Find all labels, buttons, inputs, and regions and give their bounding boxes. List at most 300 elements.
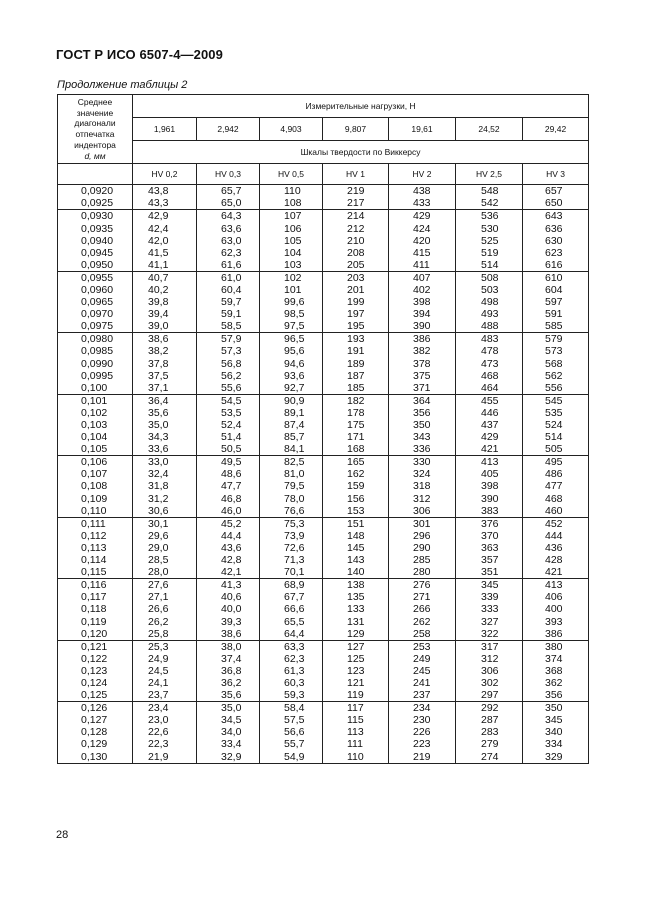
diagonal-cell	[58, 271, 133, 332]
hardness-value: 363	[481, 541, 499, 554]
row-group	[58, 456, 589, 517]
hardness-value: 398	[413, 296, 431, 309]
hardness-value: 23,7	[148, 689, 169, 702]
hardness-value: 52,4	[221, 419, 242, 431]
hardness-value: 327	[481, 615, 499, 628]
load-header: 29,42	[523, 118, 589, 141]
hardness-value: 356	[413, 406, 431, 419]
hardness-cell	[197, 210, 260, 271]
hardness-value: 110	[284, 185, 301, 198]
hardness-value: 27,6	[148, 579, 169, 592]
hardness-value: 115	[347, 714, 364, 727]
hardness-value: 138	[347, 579, 365, 592]
hardness-value: 350	[413, 419, 431, 431]
hardness-cell	[260, 210, 323, 271]
hardness-value: 285	[413, 554, 431, 567]
hardness-value: 280	[413, 566, 431, 579]
hardness-value: 219	[413, 750, 431, 763]
hardness-cell	[260, 456, 323, 517]
hardness-value: 351	[481, 566, 499, 579]
hardness-value: 66,6	[284, 603, 305, 616]
hardness-value: 548	[481, 185, 499, 198]
hardness-value: 212	[347, 222, 365, 235]
scales-spacer	[58, 164, 133, 185]
diagonal-value: 0,121	[81, 640, 108, 653]
diagonal-value: 0,0955	[81, 271, 114, 284]
diagonal-cell	[58, 394, 133, 455]
scale-header: HV 2	[389, 164, 456, 185]
hardness-value: 38,0	[221, 640, 242, 653]
hardness-value: 58,5	[221, 320, 242, 333]
hardness-value: 75,3	[284, 517, 305, 530]
scale-header: HV 0,3	[197, 164, 260, 185]
hardness-value: 21,9	[148, 750, 169, 763]
table-body	[58, 185, 589, 763]
hardness-cell	[133, 394, 197, 455]
hardness-value: 133	[347, 603, 365, 616]
hardness-value: 438	[413, 185, 431, 198]
hardness-cell	[197, 579, 260, 640]
hardness-value: 56,6	[284, 726, 305, 739]
hardness-value: 413	[481, 456, 499, 469]
hardness-value: 217	[347, 197, 365, 210]
row-group	[58, 210, 589, 271]
hardness-value: 127	[347, 640, 365, 653]
hardness-value: 411	[413, 258, 430, 271]
hardness-cell	[260, 333, 323, 394]
hardness-value: 54,5	[221, 394, 242, 407]
hardness-value: 350	[545, 702, 563, 715]
hardness-value: 378	[413, 357, 431, 370]
hardness-value: 102	[284, 271, 302, 284]
scale-header: HV 2,5	[456, 164, 523, 185]
hardness-value: 604	[545, 283, 563, 296]
hardness-value: 60,4	[221, 283, 242, 296]
diagonal-header-line: диагонали	[74, 118, 116, 129]
hardness-value: 162	[347, 468, 365, 481]
hardness-value: 73,9	[284, 529, 305, 542]
diagonal-cell	[58, 210, 133, 271]
diagonal-value: 0,113	[81, 541, 107, 554]
hardness-cell	[456, 210, 523, 271]
hardness-cell	[323, 640, 389, 701]
hardness-value: 362	[545, 676, 563, 689]
hardness-cell	[197, 271, 260, 332]
hardness-value: 324	[413, 468, 431, 481]
hardness-value: 22,6	[148, 726, 169, 739]
hardness-value: 156	[347, 492, 365, 505]
hardness-value: 29,6	[148, 529, 169, 542]
hardness-value: 64,3	[221, 210, 242, 223]
scales-header: Шкалы твердости по Виккерсу	[133, 141, 589, 164]
hardness-value: 623	[545, 246, 563, 259]
row-group	[58, 517, 589, 578]
hardness-cell	[456, 185, 523, 210]
load-header: 2,942	[197, 118, 260, 141]
hardness-cell	[523, 517, 589, 578]
hardness-value: 340	[545, 726, 563, 739]
hardness-cell	[133, 702, 197, 763]
row-group	[58, 333, 589, 394]
hardness-value: 382	[413, 345, 431, 358]
hardness-value: 276	[413, 579, 431, 592]
hardness-value: 488	[481, 320, 499, 333]
hardness-value: 368	[545, 664, 563, 677]
hardness-value: 371	[413, 381, 431, 394]
hardness-cell	[389, 185, 456, 210]
hardness-value: 35,0	[148, 419, 169, 431]
hardness-value: 253	[413, 640, 431, 653]
load-header: 9,807	[323, 118, 389, 141]
hardness-cell	[389, 456, 456, 517]
hardness-value: 40,7	[148, 271, 169, 284]
diagonal-value: 0,103	[81, 419, 108, 431]
hardness-value: 274	[481, 750, 499, 763]
hardness-value: 42,0	[148, 234, 169, 247]
hardness-cell	[133, 456, 197, 517]
hardness-value: 290	[413, 541, 431, 554]
hardness-value: 61,6	[221, 258, 242, 271]
hardness-cell	[456, 517, 523, 578]
hardness-cell	[323, 394, 389, 455]
hardness-value: 90,9	[284, 394, 305, 407]
hardness-cell	[260, 517, 323, 578]
hardness-value: 386	[413, 333, 431, 346]
hardness-value: 386	[545, 627, 563, 640]
hardness-value: 505	[545, 443, 563, 456]
load-header: 4,903	[260, 118, 323, 141]
hardness-value: 287	[481, 714, 499, 727]
scale-header: HV 0,2	[133, 164, 197, 185]
hardness-value: 573	[545, 345, 563, 358]
hardness-cell	[389, 517, 456, 578]
hardness-value: 24,5	[148, 664, 169, 677]
hardness-value: 148	[347, 529, 365, 542]
load-header: 24,52	[456, 118, 523, 141]
hardness-value: 165	[347, 456, 365, 469]
hardness-value: 87,4	[284, 419, 305, 431]
diagonal-value: 0,0995	[81, 369, 114, 382]
hardness-cell	[389, 640, 456, 701]
hardness-value: 205	[347, 258, 365, 271]
hardness-value: 394	[413, 308, 431, 321]
row-group	[58, 394, 589, 455]
hardness-value: 108	[284, 197, 302, 210]
hardness-value: 524	[545, 419, 563, 431]
hardness-value: 390	[413, 320, 431, 333]
hardness-value: 420	[413, 234, 431, 247]
hardness-value: 41,3	[221, 579, 242, 592]
hardness-value: 131	[347, 615, 365, 628]
hardness-value: 542	[481, 197, 499, 210]
hardness-value: 545	[545, 394, 563, 407]
diagonal-value: 0,116	[81, 579, 107, 592]
hardness-value: 478	[481, 345, 499, 358]
hardness-value: 345	[545, 714, 563, 727]
hardness-value: 370	[481, 529, 499, 542]
hardness-cell	[389, 210, 456, 271]
hardness-value: 106	[284, 222, 302, 235]
diagonal-value: 0,105	[81, 443, 108, 456]
hardness-cell	[523, 702, 589, 763]
hardness-value: 37,8	[148, 357, 169, 370]
diagonal-value: 0,0950	[81, 258, 114, 271]
hardness-value: 99,6	[284, 296, 305, 309]
hardness-value: 514	[481, 258, 499, 271]
diagonal-value: 0,101	[81, 394, 108, 407]
hardness-cell	[260, 579, 323, 640]
hardness-value: 266	[413, 603, 431, 616]
hardness-value: 103	[284, 258, 302, 271]
diagonal-value: 0,127	[81, 714, 108, 727]
hardness-cell	[389, 271, 456, 332]
hardness-value: 203	[347, 271, 365, 284]
hardness-value: 40,6	[221, 591, 242, 604]
hardness-value: 495	[545, 456, 563, 469]
hardness-value: 39,4	[148, 308, 169, 321]
hardness-value: 301	[413, 517, 431, 530]
diagonal-value: 0,0980	[81, 333, 114, 346]
hardness-cell	[260, 271, 323, 332]
hardness-value: 334	[545, 738, 563, 751]
diagonal-value: 0,118	[81, 603, 107, 616]
hardness-value: 79,5	[284, 480, 305, 493]
hardness-value: 67,7	[284, 591, 305, 604]
hardness-value: 62,3	[284, 652, 305, 665]
hardness-value: 493	[481, 308, 499, 321]
diagonal-value: 0,0925	[81, 197, 114, 210]
hardness-cell	[197, 702, 260, 763]
diagonal-value: 0,100	[81, 381, 108, 394]
hardness-value: 39,3	[221, 615, 242, 628]
hardness-value: 39,0	[148, 320, 169, 333]
hardness-value: 536	[481, 210, 499, 223]
hardness-cell	[260, 640, 323, 701]
diagonal-cell	[58, 579, 133, 640]
hardness-value: 60,3	[284, 676, 305, 689]
hardness-value: 32,9	[221, 750, 242, 763]
hardness-value: 38,6	[148, 333, 169, 346]
hardness-value: 230	[413, 714, 431, 727]
diagonal-value: 0,0935	[81, 222, 114, 235]
hardness-value: 262	[413, 615, 431, 628]
hardness-value: 390	[481, 492, 499, 505]
hardness-value: 43,8	[148, 185, 169, 198]
hardness-value: 446	[481, 406, 499, 419]
hardness-value: 519	[481, 246, 499, 259]
hardness-cell	[323, 271, 389, 332]
hardness-value: 415	[413, 246, 431, 259]
hardness-cell	[197, 456, 260, 517]
hardness-value: 110	[347, 750, 364, 763]
hardness-value: 514	[545, 431, 563, 444]
hardness-value: 125	[347, 652, 365, 665]
hardness-value: 630	[545, 234, 563, 247]
hardness-value: 214	[347, 210, 365, 223]
hardness-cell	[133, 185, 197, 210]
hardness-value: 356	[545, 689, 563, 702]
hardness-value: 455	[481, 394, 499, 407]
hardness-value: 37,5	[148, 369, 169, 382]
hardness-value: 171	[347, 431, 365, 444]
hardness-cell	[260, 702, 323, 763]
row-group	[58, 185, 589, 210]
hardness-value: 45,2	[221, 517, 242, 530]
hardness-value: 64,4	[284, 627, 305, 640]
hardness-value: 562	[545, 369, 563, 382]
hardness-value: 498	[481, 296, 499, 309]
hardness-value: 92,7	[284, 381, 305, 394]
diagonal-value: 0,112	[81, 529, 107, 542]
hardness-value: 460	[545, 504, 563, 517]
hardness-value: 42,8	[221, 554, 242, 567]
row-group	[58, 271, 589, 332]
hardness-value: 50,5	[221, 443, 242, 456]
hardness-value: 237	[413, 689, 431, 702]
hardness-value: 82,5	[284, 456, 305, 469]
hardness-value: 34,0	[221, 726, 242, 739]
hardness-value: 421	[481, 443, 499, 456]
hardness-cell	[133, 271, 197, 332]
diagonal-value: 0,119	[81, 615, 107, 628]
hardness-cell	[523, 456, 589, 517]
hardness-value: 30,6	[148, 504, 169, 517]
hardness-value: 140	[347, 566, 365, 579]
hardness-value: 57,5	[284, 714, 305, 727]
hardness-value: 33,6	[148, 443, 169, 456]
hardness-value: 223	[413, 738, 431, 751]
hardness-value: 65,7	[221, 185, 242, 198]
hardness-cell	[323, 185, 389, 210]
hardness-value: 610	[545, 271, 563, 284]
hardness-value: 36,8	[221, 664, 242, 677]
diagonal-value: 0,0975	[81, 320, 114, 333]
hardness-value: 36,2	[221, 676, 242, 689]
hardness-value: 53,5	[221, 406, 242, 419]
hardness-value: 55,7	[284, 738, 305, 751]
hardness-value: 175	[347, 419, 365, 431]
hardness-value: 40,0	[221, 603, 242, 616]
hardness-value: 444	[545, 529, 563, 542]
hardness-value: 199	[347, 296, 365, 309]
hardness-value: 46,8	[221, 492, 242, 505]
hardness-value: 95,6	[284, 345, 305, 358]
hardness-cell	[523, 579, 589, 640]
hardness-cell	[197, 185, 260, 210]
hardness-value: 189	[347, 357, 365, 370]
diagonal-value: 0,111	[81, 517, 106, 530]
load-header: 1,961	[133, 118, 197, 141]
diagonal-column-header	[58, 95, 133, 164]
hardness-cell	[133, 579, 197, 640]
diagonal-value: 0,0960	[81, 283, 114, 296]
hardness-value: 643	[545, 210, 563, 223]
hardness-value: 28,5	[148, 554, 169, 567]
hardness-value: 117	[347, 702, 364, 715]
diagonal-value: 0,125	[81, 689, 108, 702]
hardness-value: 339	[481, 591, 499, 604]
hardness-value: 38,6	[221, 627, 242, 640]
hardness-value: 317	[481, 640, 499, 653]
hardness-cell	[389, 333, 456, 394]
hardness-value: 168	[347, 443, 365, 456]
hardness-value: 258	[413, 627, 431, 640]
hardness-value: 25,3	[148, 640, 169, 653]
hardness-value: 89,1	[284, 406, 305, 419]
hardness-value: 312	[413, 492, 431, 505]
hardness-value: 208	[347, 246, 365, 259]
hardness-value: 29,0	[148, 541, 169, 554]
hardness-value: 364	[413, 394, 431, 407]
scale-header: HV 0,5	[260, 164, 323, 185]
hardness-value: 437	[481, 419, 499, 431]
hardness-cell	[389, 702, 456, 763]
hardness-value: 407	[413, 271, 431, 284]
hardness-value: 63,3	[284, 640, 305, 653]
hardness-cell	[197, 333, 260, 394]
diagonal-value: 0,123	[81, 664, 108, 677]
hardness-value: 436	[545, 541, 563, 554]
hardness-value: 78,0	[284, 492, 305, 505]
hardness-cell	[323, 456, 389, 517]
hardness-value: 43,3	[148, 197, 169, 210]
diagonal-value: 0,0940	[81, 234, 114, 247]
hardness-value: 38,2	[148, 345, 169, 358]
hardness-value: 129	[347, 627, 365, 640]
hardness-value: 357	[481, 554, 499, 567]
diagonal-value: 0,122	[81, 652, 108, 665]
hardness-value: 57,3	[221, 345, 242, 358]
hardness-value: 107	[284, 210, 302, 223]
hardness-value: 508	[481, 271, 499, 284]
hardness-value: 56,8	[221, 357, 242, 370]
hardness-cell	[456, 394, 523, 455]
hardness-value: 94,6	[284, 357, 305, 370]
hardness-value: 568	[545, 357, 563, 370]
hardness-value: 121	[347, 676, 365, 689]
hardness-value: 22,3	[148, 738, 169, 751]
hardness-value: 46,0	[221, 504, 242, 517]
hardness-value: 47,7	[221, 480, 242, 493]
hardness-value: 54,9	[284, 750, 305, 763]
diagonal-value: 0,115	[81, 566, 107, 579]
hardness-value: 28,0	[148, 566, 169, 579]
hardness-value: 279	[481, 738, 499, 751]
hardness-value: 283	[481, 726, 499, 739]
hardness-value: 43,6	[221, 541, 242, 554]
hardness-value: 249	[413, 652, 431, 665]
diagonal-value: 0,108	[81, 480, 108, 493]
hardness-value: 241	[413, 676, 431, 689]
hardness-cell	[456, 271, 523, 332]
hardness-value: 135	[347, 591, 365, 604]
hardness-value: 226	[413, 726, 431, 739]
hardness-value: 245	[413, 664, 431, 677]
hardness-value: 44,4	[221, 529, 242, 542]
hardness-value: 178	[347, 406, 365, 419]
hardness-value: 81,0	[284, 468, 305, 481]
hardness-value: 591	[545, 308, 563, 321]
hardness-cell	[523, 640, 589, 701]
hardness-value: 302	[481, 676, 499, 689]
scale-header: HV 1	[323, 164, 389, 185]
hardness-value: 26,2	[148, 615, 169, 628]
hardness-value: 296	[413, 529, 431, 542]
hardness-value: 23,4	[148, 702, 169, 715]
hardness-value: 159	[347, 480, 365, 493]
hardness-value: 41,5	[148, 246, 169, 259]
hardness-value: 393	[545, 615, 563, 628]
